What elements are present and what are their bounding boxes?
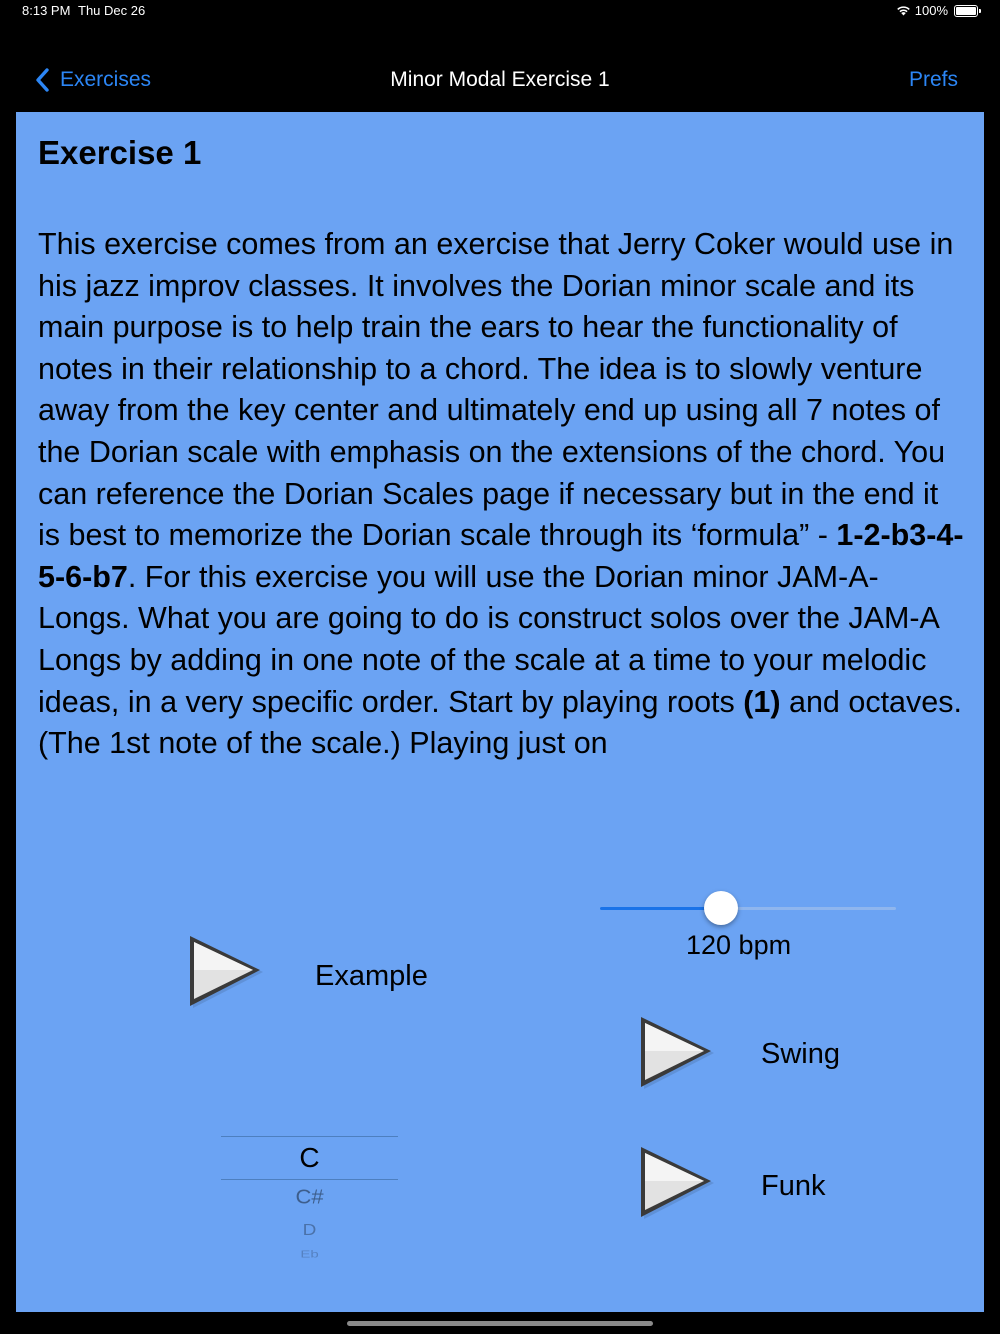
status-date: Thu Dec 26: [78, 3, 146, 18]
description-part-1: This exercise comes from an exercise that Jerry Coker would use in his jazz improv classes. It involves the Dorian minor scale and its main purpose is to help train the ears to hear the functionality of notes in their relationship to a chord. The idea is to slowly venture away from the key center and ultimately end up using all 7 notes of the Dorian scale with emphasis on the extensions of the chord. You can reference the Dorian Scales page if necessary but in the end it is best to memorize the Dorian scale through its ‘formula” -: [38, 227, 954, 553]
funk-label: Funk: [761, 1170, 826, 1202]
page-title: Minor Modal Exercise 1: [390, 68, 610, 91]
swing-label: Swing: [761, 1038, 840, 1070]
picker-selected-key[interactable]: C: [299, 1142, 320, 1173]
picker-divider-top: [221, 1136, 398, 1137]
exercise-description[interactable]: [38, 224, 968, 914]
key-picker[interactable]: [221, 1134, 398, 1274]
slider-thumb[interactable]: [704, 891, 738, 925]
picker-divider-bottom: [221, 1179, 398, 1180]
dorian-formula: 1-2-b3-4-5-6-b7: [38, 518, 964, 594]
example-label: Example: [315, 960, 428, 992]
picker-item[interactable]: Eb: [300, 1248, 319, 1261]
example-play-button[interactable]: [186, 934, 266, 1014]
exercise-heading: Exercise 1: [38, 134, 202, 171]
funk-play-button[interactable]: [637, 1145, 717, 1225]
tempo-label: 120 bpm: [686, 930, 792, 960]
description-part-3: and octaves. (The 1st note of the scale.) Playing just on: [38, 684, 962, 761]
description-part-2: . For this exercise you will use the Dorian minor JAM-A-Longs. What you are going to do is construct solos over the JAM-A Longs by adding in one note of the scale at a time to your melodic ideas, in a very specific order. Start by playing roots: [38, 559, 939, 719]
slider-fill: [600, 907, 721, 910]
battery-icon: [954, 5, 978, 17]
status-bar: [0, 0, 1000, 24]
battery-percent: 100%: [914, 3, 948, 18]
navigation-bar: [0, 52, 1000, 110]
picker-item[interactable]: C#: [295, 1185, 324, 1209]
home-indicator[interactable]: [347, 1321, 653, 1326]
prefs-button[interactable]: Prefs: [908, 68, 958, 91]
tempo-slider[interactable]: [600, 889, 896, 927]
status-time: 8:13 PM: [22, 3, 71, 18]
wifi-icon: [896, 5, 911, 16]
back-button-label: Exercises: [60, 68, 152, 91]
status-right: [896, 3, 978, 18]
swing-play-button[interactable]: [637, 1015, 717, 1095]
picker-item[interactable]: D: [302, 1221, 317, 1240]
exercise-panel: [16, 112, 984, 1312]
root-marker: (1): [743, 684, 781, 719]
